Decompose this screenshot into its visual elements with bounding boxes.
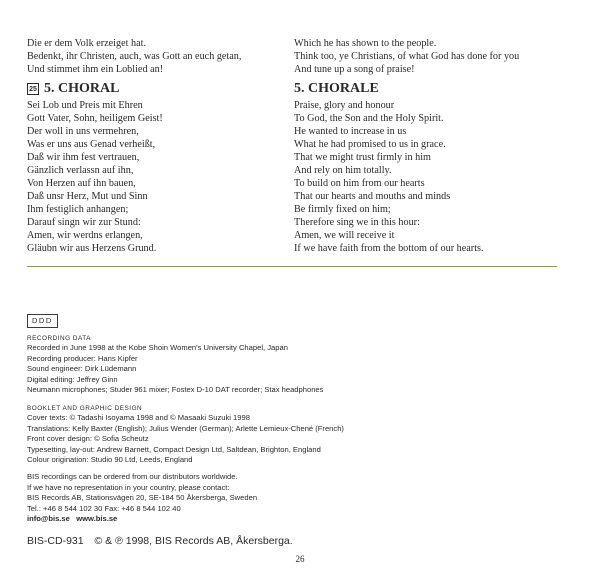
distribution-line: If we have no representation in your country, please contact: — [27, 482, 230, 492]
catalog-line — [27, 535, 567, 547]
distribution-line: Tel.: +46 8 544 102 30 Fax: +46 8 544 102 40 — [27, 503, 181, 513]
copyright-notice: © & ℗ 1998, BIS Records AB, Åkersberga. — [94, 534, 293, 547]
track-number-icon: 25 — [27, 83, 39, 95]
section-divider — [27, 266, 557, 267]
recording-data-heading: RECORDING DATA — [27, 335, 91, 342]
german-intro — [27, 37, 282, 76]
booklet-line: Typesetting, lay-out: Andrew Barnett, Compact Design Ltd, Saltdean, Brighton, England — [27, 444, 321, 454]
german-verse-line: Gläubn wir aus Herzens Grund. — [27, 243, 157, 254]
website-link[interactable]: www.bis.se — [76, 514, 118, 524]
german-verse-line: Der woll in uns vermehren, — [27, 126, 139, 137]
booklet-line: Translations: Kelly Baxter (English); Julius Wender (German); Arlette Lemieux-Chené (French) — [27, 423, 344, 433]
distribution-line: BIS recordings can be ordered from our distributors worldwide. — [27, 471, 238, 481]
german-verse-line: Gott Vater, Sohn, heiligem Geist! — [27, 113, 163, 124]
german-verse-line: Daß unsr Herz, Mut und Sinn — [27, 191, 148, 202]
german-verse-line: Ihm festiglich anhangen; — [27, 204, 129, 215]
english-intro — [294, 37, 549, 76]
german-verse-line: Darauf singn wir zur Stund: — [27, 217, 141, 228]
english-chorale — [294, 80, 549, 255]
english-verse-line: To build on him from our hearts — [294, 178, 425, 189]
email-link[interactable]: info@bis.se — [27, 514, 70, 524]
german-verse-line: Von Herzen auf ihn bauen, — [27, 178, 136, 189]
german-intro-line: Bedenkt, ihr Christen, auch, was Gott an euch getan, — [27, 51, 242, 62]
english-verse-line: Therefore sing we in this hour: — [294, 217, 420, 228]
german-choral-heading — [27, 80, 282, 98]
english-verse-line: Praise, glory and honour — [294, 100, 395, 111]
german-verse-line: Amen, wir werdns erlangen, — [27, 230, 143, 241]
recording-line: Sound engineer: Dirk Lüdemann — [27, 364, 137, 374]
german-intro-line: Und stimmet ihm ein Loblied an! — [27, 64, 164, 75]
distribution-line: BIS Records AB, Stationsvägen 20, SE-184 50 Åkersberga, Sweden — [27, 493, 258, 503]
booklet-line: Colour origination: Studio 90 Ltd, Leeds, England — [27, 455, 193, 465]
credits-block — [27, 310, 567, 547]
page-number: 26 — [295, 554, 305, 564]
german-verse-line: Daß wir ihm fest vertrauen, — [27, 152, 140, 163]
booklet-heading: BOOKLET AND GRAPHIC DESIGN — [27, 404, 143, 412]
english-verse-line: That we might trust firmly in him — [294, 152, 431, 163]
english-verse-line: That our hearts and mouths and minds — [294, 191, 451, 202]
german-choral-text — [27, 99, 282, 255]
english-verse-line: Be firmly fixed on him; — [294, 204, 391, 215]
english-verse-line: Amen, we will receive it — [294, 230, 395, 241]
english-chorale-text — [294, 99, 549, 255]
recording-line: Digital editing: Jeffrey Ginn — [27, 374, 118, 384]
english-verse-line: If we have faith from the bottom of our hearts. — [294, 243, 484, 254]
recording-line: Recorded in June 1998 at the Kobe Shoin Women's University Chapel, Japan — [27, 343, 288, 352]
catalog-number: BIS-CD-931 — [27, 534, 84, 547]
german-choral — [27, 80, 282, 255]
recording-line: Neumann microphones; Studer 961 mixer; Fostex D-10 DAT recorder; Stax headphones — [27, 385, 324, 395]
english-intro-line: Think too, ye Christians, of what God has done for you — [294, 51, 520, 62]
ddd-badge: DDD — [27, 314, 58, 328]
english-chorale-heading: 5. CHORALE — [294, 81, 379, 96]
german-verse-line: Sei Lob und Preis mit Ehren — [27, 100, 143, 111]
booklet-line: Cover texts: © Tadashi Isoyama 1998 and © Masaaki Suzuki 1998 — [27, 412, 250, 422]
contact-line — [27, 514, 567, 525]
german-verse-line: Was er uns aus Genad verheißt, — [27, 139, 156, 150]
recording-line: Recording producer: Hans Kipfer — [27, 353, 138, 363]
booklet-line: Front cover design: © Sofia Scheutz — [27, 434, 149, 444]
english-verse-line: What he had promised to us in grace. — [294, 139, 446, 150]
english-intro-line: Which he has shown to the people. — [294, 38, 437, 49]
english-intro-line: And tune up a song of praise! — [294, 64, 415, 75]
english-verse-line: He wanted to increase in us — [294, 126, 407, 137]
german-verse-line: Gänzlich verlassn auf ihn, — [27, 165, 134, 176]
english-verse-line: To God, the Son and the Holy Spirit. — [294, 113, 444, 124]
english-verse-line: And rely on him totally. — [294, 165, 392, 176]
german-choral-title: 5. CHORAL — [44, 81, 120, 96]
german-intro-line: Die er dem Volk erzeiget hat. — [27, 38, 146, 49]
